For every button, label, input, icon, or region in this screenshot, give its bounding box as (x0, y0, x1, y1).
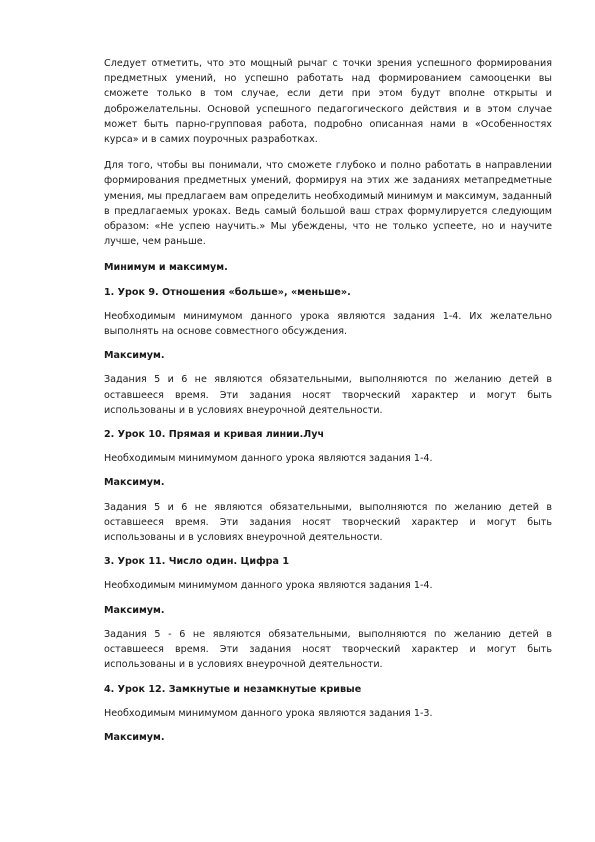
lesson-1-title: 1. Урок 9. Отношения «больше», «меньше». (104, 286, 351, 298)
lesson-3-max-label: Максимум. (104, 604, 165, 616)
lesson-1-maximum: Задания 5 и 6 не являются обязательными, выполняются по желанию детей в оставшееся время. Эти задания носят творческий характер и могут быть использованы и в условиях внеурочной деятельности. (104, 374, 552, 416)
document-page (104, 56, 552, 745)
lesson-4-minimum: Необходимым минимумом данного урока являются задания 1-3. (104, 707, 433, 719)
section-title: Минимум и максимум. (104, 262, 228, 274)
lesson-3-minimum: Необходимым минимумом данного урока являются задания 1-4. (104, 580, 433, 592)
lesson-1-max-label: Максимум. (104, 350, 165, 362)
intro-paragraph-1: Следует отметить, что это мощный рычаг с точки зрения успешного формирования предметных умений, но успешно работать над формированием самооценки вы сможете только в том случае, если дети при этом будут вполне открыты и доброжелательны. Основой успешного педагогического действия и в этом случае может быть парно-групповая работа, подробно описанная нами в «Особенностях курса» и в самих поурочных разработках. (104, 58, 552, 146)
lesson-3-maximum: Задания 5 - 6 не являются обязательными, выполняются по желанию детей в оставшееся время. Эти задания носят творческий характер и могут быть использованы и в условиях внеурочной деятельности. (104, 628, 552, 671)
lesson-2-title: 2. Урок 10. Прямая и кривая линии.Луч (104, 429, 325, 441)
lesson-3-title: 3. Урок 11. Число один. Цифра 1 (104, 556, 289, 568)
lesson-2-maximum: Задания 5 и 6 не являются обязательными, выполняются по желанию детей в оставшееся время. Эти задания носят творческий характер и могут быть использованы и в условиях внеурочной деятельности. (104, 501, 552, 544)
lesson-4-max-label: Максимум. (104, 731, 165, 743)
intro-paragraph-2: Для того, чтобы вы понимали, что сможете глубоко и полно работать в направлении формирования предметных умений, формируя на этих же заданиях метапредметные умения, мы предлагаем вам определить необходимый минимум и максимум, заданный в предлагаемых уроках. Ведь самый большой ваш страх формулируется следующим образом: «Не успею научить.» Мы убеждены, что не только успеете, но и научите лучше, чем раньше. (104, 160, 552, 248)
lesson-2-max-label: Максимум. (104, 477, 165, 489)
lesson-1-minimum: Необходимым минимумом данного урока являются задания 1-4. Их желательно выполнять на основе совместного обсуждения. (104, 310, 552, 338)
lesson-2-minimum: Необходимым минимумом данного урока являются задания 1-4. (104, 453, 433, 465)
lesson-4-title: 4. Урок 12. Замкнутые и незамкнутые кривые (104, 683, 362, 695)
